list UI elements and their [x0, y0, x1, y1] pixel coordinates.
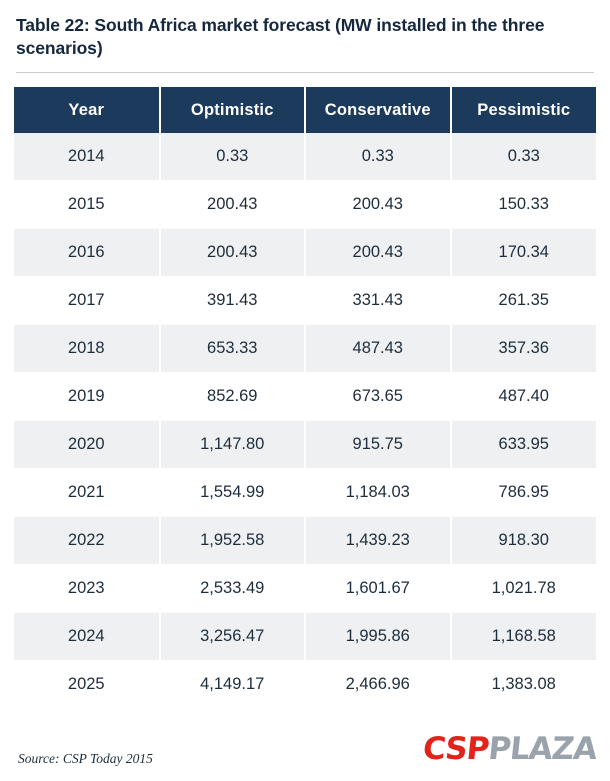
table-row	[14, 325, 596, 373]
page-title: Table 22: South Africa market forecast (MW installed in the three scenarios)	[16, 15, 545, 59]
cell-pessimistic: 1,021.78	[451, 565, 597, 613]
table-row	[14, 181, 596, 229]
cell-conservative: 200.43	[305, 229, 451, 277]
cell-conservative: 1,995.86	[305, 613, 451, 661]
cell-optimistic: 1,147.80	[160, 421, 306, 469]
cell-year: 2023	[14, 565, 160, 613]
cell-pessimistic: 150.33	[451, 181, 597, 229]
cell-year: 2024	[14, 613, 160, 661]
cell-conservative: 915.75	[305, 421, 451, 469]
cell-year: 2015	[14, 181, 160, 229]
forecast-table	[14, 87, 596, 709]
cell-conservative: 1,184.03	[305, 469, 451, 517]
cell-conservative: 1,601.67	[305, 565, 451, 613]
column-header-year: Year	[14, 87, 160, 133]
title-divider	[16, 72, 594, 73]
column-header-conservative: Conservative	[305, 87, 451, 133]
cell-conservative: 673.65	[305, 373, 451, 421]
cell-optimistic: 653.33	[160, 325, 306, 373]
cell-year: 2021	[14, 469, 160, 517]
cell-pessimistic: 1,168.58	[451, 613, 597, 661]
cell-year: 2016	[14, 229, 160, 277]
page-footer	[14, 731, 596, 767]
cell-pessimistic: 786.95	[451, 469, 597, 517]
cell-year: 2014	[14, 133, 160, 181]
cell-pessimistic: 261.35	[451, 277, 597, 325]
cell-year: 2020	[14, 421, 160, 469]
table-row	[14, 421, 596, 469]
table-row	[14, 517, 596, 565]
column-header-optimistic: Optimistic	[160, 87, 306, 133]
cell-optimistic: 1,554.99	[160, 469, 306, 517]
table-row	[14, 277, 596, 325]
cell-conservative: 200.43	[305, 181, 451, 229]
table-row	[14, 373, 596, 421]
table-row	[14, 133, 596, 181]
cell-conservative: 1,439.23	[305, 517, 451, 565]
cell-conservative: 487.43	[305, 325, 451, 373]
cell-optimistic: 852.69	[160, 373, 306, 421]
cell-conservative: 331.43	[305, 277, 451, 325]
watermark-brand-primary: CSP	[420, 731, 490, 767]
cell-optimistic: 1,952.58	[160, 517, 306, 565]
cell-optimistic: 2,533.49	[160, 565, 306, 613]
table-header	[14, 87, 596, 133]
cell-pessimistic: 357.36	[451, 325, 597, 373]
cell-optimistic: 4,149.17	[160, 661, 306, 709]
table-row	[14, 565, 596, 613]
cell-year: 2018	[14, 325, 160, 373]
table-header-row	[14, 87, 596, 133]
cell-optimistic: 200.43	[160, 229, 306, 277]
cell-conservative: 2,466.96	[305, 661, 451, 709]
column-header-pessimistic: Pessimistic	[451, 87, 597, 133]
cell-pessimistic: 0.33	[451, 133, 597, 181]
cell-pessimistic: 918.30	[451, 517, 597, 565]
table-row	[14, 469, 596, 517]
table-row	[14, 613, 596, 661]
cell-year: 2017	[14, 277, 160, 325]
cell-year: 2019	[14, 373, 160, 421]
cell-optimistic: 200.43	[160, 181, 306, 229]
cell-pessimistic: 170.34	[451, 229, 597, 277]
table-row	[14, 229, 596, 277]
cell-pessimistic: 1,383.08	[451, 661, 597, 709]
table-body	[14, 133, 596, 709]
cell-optimistic: 3,256.47	[160, 613, 306, 661]
cell-optimistic: 391.43	[160, 277, 306, 325]
cell-conservative: 0.33	[305, 133, 451, 181]
cell-pessimistic: 487.40	[451, 373, 597, 421]
cell-year: 2025	[14, 661, 160, 709]
cell-optimistic: 0.33	[160, 133, 306, 181]
watermark-brand-secondary: PLAZA	[486, 731, 598, 767]
table-row	[14, 661, 596, 709]
cell-year: 2022	[14, 517, 160, 565]
cell-pessimistic: 633.95	[451, 421, 597, 469]
csp-plaza-watermark	[421, 731, 598, 767]
source-note: Source: CSP Today 2015	[18, 751, 153, 766]
